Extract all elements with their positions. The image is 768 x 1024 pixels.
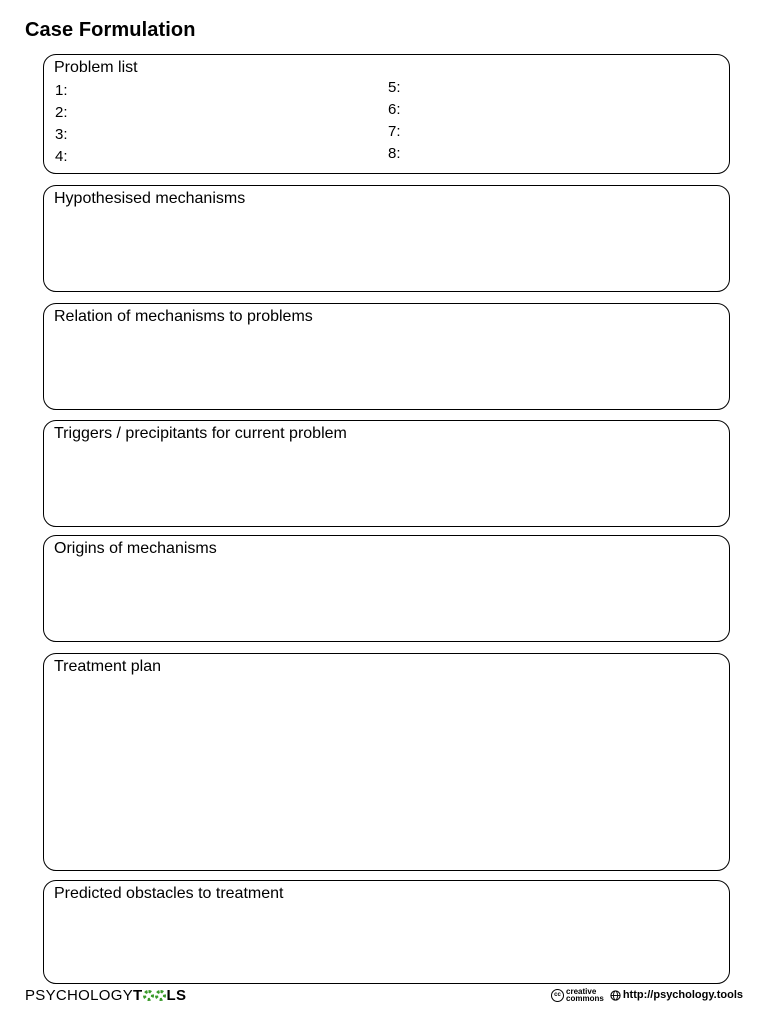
logo-text-light: PSYCHOLOGY — [25, 987, 134, 1004]
logo-letter-t: T — [133, 987, 143, 1004]
problem-item-5: 5: — [388, 79, 401, 96]
cc-line-1: creative — [566, 987, 597, 996]
website-link[interactable]: http://psychology.tools — [622, 989, 743, 1001]
logo-text-bold — [133, 987, 186, 1004]
hypothesised-mechanisms-label: Hypothesised mechanisms — [54, 190, 246, 207]
triggers-box[interactable] — [43, 420, 730, 527]
treatment-plan-box[interactable] — [43, 653, 730, 871]
logo-letters-ls: LS — [166, 987, 187, 1004]
predicted-obstacles-label: Predicted obstacles to treatment — [54, 885, 284, 902]
globe-icon — [610, 990, 621, 1001]
creative-commons-text — [566, 988, 604, 1002]
psychology-tools-logo — [25, 987, 186, 1004]
gear-icon — [155, 990, 166, 1001]
relation-of-mechanisms-label: Relation of mechanisms to problems — [54, 308, 313, 325]
gear-icon — [143, 990, 154, 1001]
origins-of-mechanisms-box[interactable] — [43, 535, 730, 642]
footer-license — [551, 988, 743, 1002]
cc-line-2: commons — [566, 994, 604, 1003]
problem-item-6: 6: — [388, 101, 401, 118]
problem-item-3: 3: — [55, 126, 68, 143]
triggers-label: Triggers / precipitants for current problem — [54, 425, 347, 442]
problem-item-2: 2: — [55, 104, 68, 121]
treatment-plan-label: Treatment plan — [54, 658, 162, 675]
problem-item-8: 8: — [388, 145, 401, 162]
problem-item-7: 7: — [388, 123, 401, 140]
hypothesised-mechanisms-box[interactable] — [43, 185, 730, 292]
relation-of-mechanisms-box[interactable] — [43, 303, 730, 410]
creative-commons-icon: cc — [551, 989, 564, 1002]
problem-list-box[interactable] — [43, 54, 730, 174]
page-title: Case Formulation — [25, 19, 196, 41]
problem-list-label: Problem list — [54, 59, 138, 76]
problem-item-4: 4: — [55, 148, 68, 165]
predicted-obstacles-box[interactable] — [43, 880, 730, 984]
origins-of-mechanisms-label: Origins of mechanisms — [54, 540, 217, 557]
problem-item-1: 1: — [55, 82, 68, 99]
